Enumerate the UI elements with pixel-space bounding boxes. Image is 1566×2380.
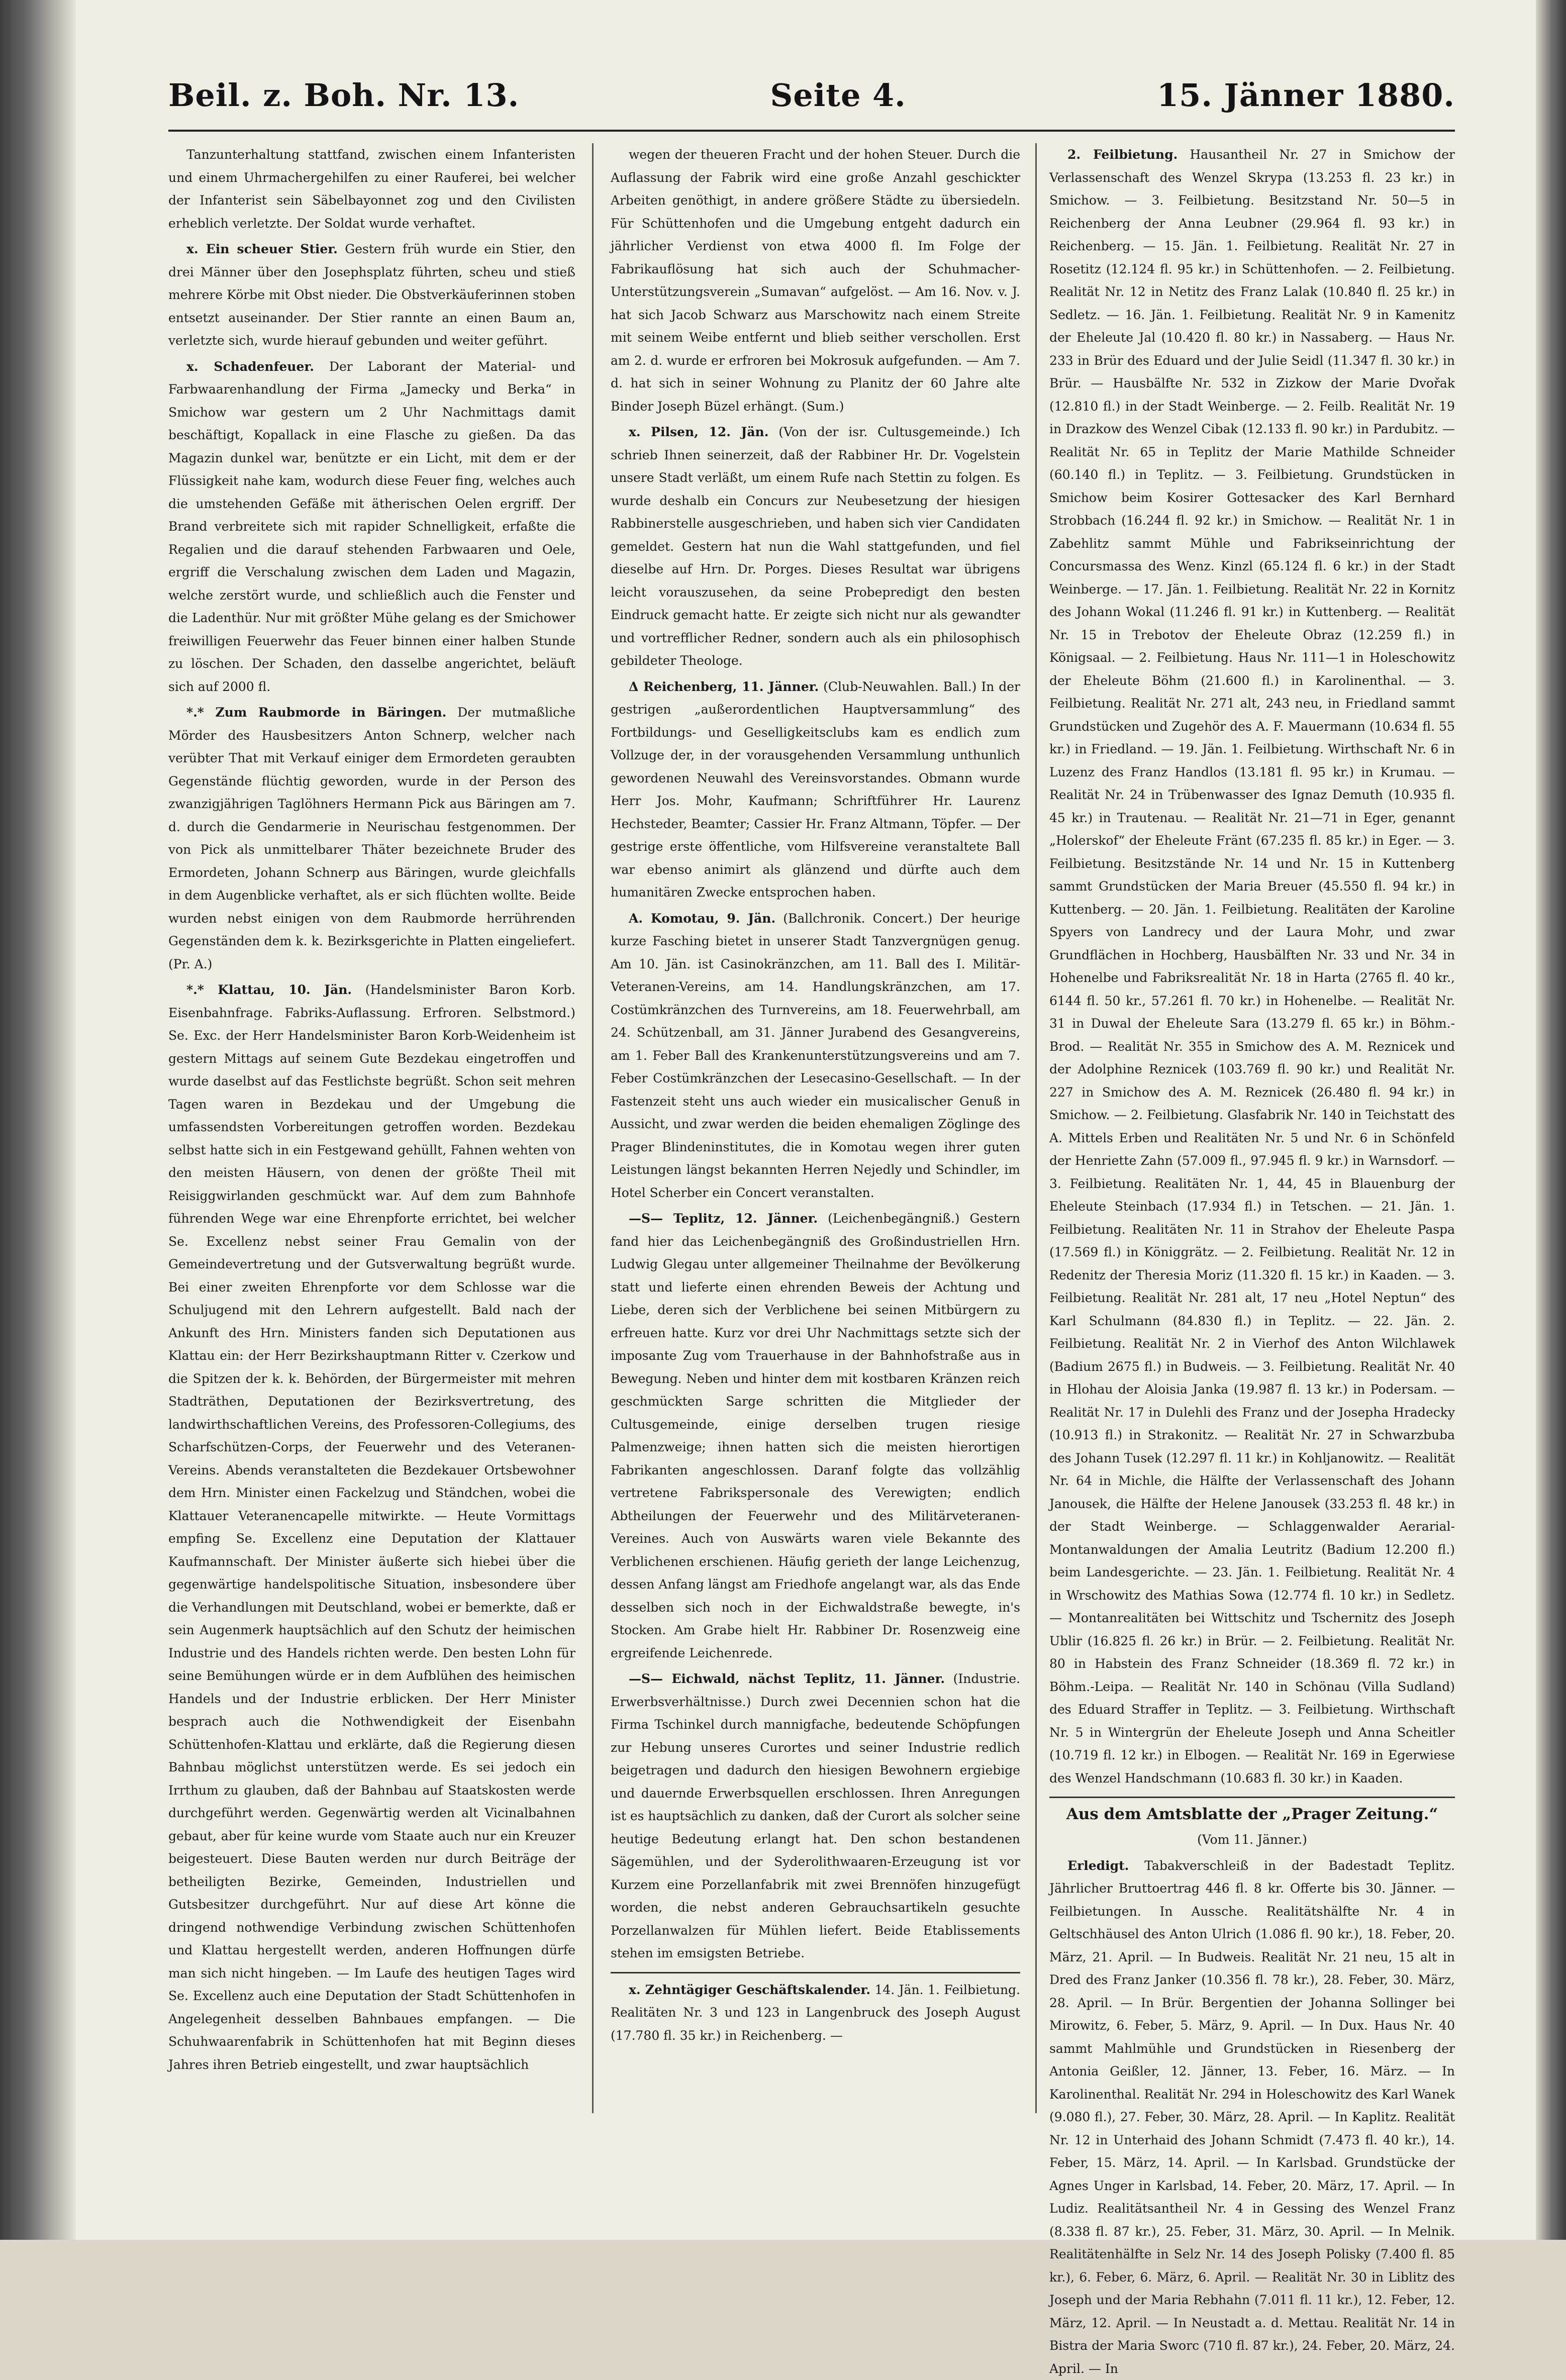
article-headline: Erledigt. [1067,1858,1129,1873]
header-supplement-number: Beil. z. Boh. Nr. 13. [168,78,519,113]
text-column-3 [1049,143,1455,2194]
article-headline: Δ Reichenberg, 11. Jänner. [629,679,819,694]
article-paragraph [1049,143,1455,1790]
section-title: Aus dem Amtsblatte der „Prager Zeitung.“ [1049,1803,1455,1825]
scan-edge-shadow [1536,0,1566,2240]
article-headline: 2. Feilbietung. [1067,147,1178,162]
article-paragraph [168,238,575,352]
article-text: Der Laborant der Material- und Farbwaarenhandlung der Firma „Jamecky und Berka“ in Smichow war gestern um 2 Uhr Nachmittags damit beschäftigt, Kopallack in eine Flasche zu gießen. Da das Magazin dunkel war, benützte er ein Licht, mit dem er der Flüssigkeit nahe kam, wodurch diese Feuer fing, welches auch die umstehenden Gefäße mit ätherischen Oelen ergriff. Der Brand verbreitete sich mit rapider Schnelligkeit, erfaßte die Regalien und die darauf stehenden Farbwaaren und Oele, ergriff die Verschalung zwischen dem Laden und Magazin, welche zerstört wurde, und schließlich auch die Fenster und die Ladenthür. Nur mit größter Mühe gelang es der Smichower freiwilligen Feuerwehr das Feuer binnen einer halben Stunde zu löschen. Der Schaden, den dasselbe angerichtet, beläuft sich auf 2000 fl. [168,359,575,694]
article-text: (Von der isr. Cultusgemeinde.) Ich schrieb Ihnen seinerzeit, daß der Rabbiner Hr. Dr. Vogelstein unsere Stadt verläßt, um einem Rufe nach Stettin zu folgen. Es wurde deshalb ein Concurs zur Neubesetzung der hiesigen Rabbinerstelle ausgeschrieben, und haben sich vier Candidaten gemeldet. Gestern hat nun die Wahl stattgefunden, und fiel dieselbe auf Hrn. Dr. Porges. Dieses Resultat war übrigens leicht vorauszusehen, da seine Probepredigt den besten Eindruck gemacht hatte. Er zeigte sich nicht nur als gewandter und vortrefflicher Redner, sondern auch als ein philosophisch gebildeter Theologe. [611,425,1020,668]
article-text: (Club-Neuwahlen. Ball.) In der gestrigen „außerordentlichen Hauptversammlung“ des Fortbildungs- und Geselligkeitsclubs kam es endlich zum Vollzuge der, in der vorausgehenden Versammlung unthunlich gewordenen Neuwahl des Vereinsvorstandes. Obmann wurde Herr Jos. Mohr, Kaufmann; Schriftführer Hr. Laurenz Hechsteder, Beamter; Cassier Hr. Franz Altmann, Töpfer. — Der gestrige erste öffentliche, vom Hilfsvereine veranstaltete Ball war ebenso animirt als glänzend und dürfte auch dem humanitären Zwecke entsprochen haben. [611,679,1020,900]
article-paragraph [168,978,575,2076]
article-text: (Leichenbegängniß.) Gestern fand hier das Leichenbegängniß des Großindustriellen Hrn. Ludwig Glegau unter allgemeiner Theilnahme der Bevölkerung statt und lieferte einen ehrenden Beweis der Achtung und Liebe, deren sich der Verblichene bei seinen Mitbürgern zu erfreuen hatte. Kurz vor drei Uhr Nachmittags setzte sich der imposante Zug vom Trauerhause in der Bahnhofstraße aus in Bewegung. Neben und hinter dem mit kostbaren Kränzen reich geschmückten Sarge schritten die Mitglieder der Cultusgemeinde, einige derselben trugen riesige Palmenzweige; ihnen hatten sich die meisten hierortigen Fabrikanten angeschlossen. Daranf folgte das vollzählig vertretene Fabrikspersonale des Verewigten; endlich Abtheilungen der Feuerwehr und des Militärveteranen-Vereines. Auch von Auswärts waren viele Bekannte des Verblichenen erschienen. Häufig gerieth der lange Leichenzug, dessen Anfang längst am Friedhofe angelangt war, als das Ende desselben sich noch in der Eichwaldstraße bewegte, in's Stocken. Am Grabe hielt Hr. Rabbiner Dr. Rosenzweig eine ergreifende Leichenrede. [611,1211,1020,1660]
article-text: Tabakverschleiß in der Badestadt Teplitz. Jährlicher Bruttoertrag 446 fl. 8 kr. Offerte bis 30. Jänner. — Feilbietungen. In Aussche. Realitätshälfte Nr. 4 in Geltschhäusel des Anton Ulrich (1.086 fl. 90 kr.), 18. Feber, 20. März, 21. April. — In Budweis. Realität Nr. 21 neu, 15 alt in Dred des Franz Janker (10.356 fl. 78 kr.), 28. Feber, 30. März, 28. April. — In Brür. Bergentien der Johanna Sollinger bei Mirowitz, 6. Feber, 5. März, 9. April. — In Dux. Haus Nr. 40 sammt Mahlmühle und Grundstücken in Riesenberg der Antonia Geißler, 12. Jänner, 13. Feber, 16. März. — In Karolinenthal. Realität Nr. 294 in Holeschowitz des Karl Wanek (9.080 fl.), 27. Feber, 30. März, 28. April. — In Kaplitz. Realität Nr. 12 in Unterhaid des Johann Schmidt (7.473 fl. 40 kr.), 14. Feber, 15. März, 14. April. — In Karlsbad. Grundstücke der Agnes Unger in Karlsbad, 14. Feber, 20. März, 17. April. — In Ludiz. Realitätsantheil Nr. 4 in Gessing des Wenzel Franz (8.338 fl. 87 kr.), 25. Feber, 31. März, 30. April. — In Melnik. Realitätenhälfte in Selz Nr. 14 des Joseph Polisky (7.400 fl. 85 kr.), 6. Feber, 6. März, 6. April. — Realität Nr. 30 in Liblitz des Joseph und der Maria Rebhahn (7.011 fl. 11 kr.), 12. Feber, 12. März, 12. April. — In Neustadt a. d. Mettau. Realität Nr. 14 in Bistra der Maria Sworc (710 fl. 87 kr.), 24. Feber, 20. März, 24. April. — In [1049,1858,1455,2376]
article-text: Der mutmaßliche Mörder des Hausbesitzers Anton Schnerp, welcher nach verübter That mit Verkauf einiger dem Ermordeten geraubten Gegenstände flüchtig geworden, wurde in der Person des zwanzigjährigen Taglöhners Hermann Pick aus Bäringen am 7. d. durch die Gendarmerie in Neurischau festgenommen. Der von Pick als unmittelbarer Thäter bezeichnete Bruder des Ermordeten, Johann Schnerp aus Bäringen, wurde gleichfalls in dem Augenblicke verhaftet, als er sich flüchten wollte. Beide wurden nebst einigen von dem Raubmorde herrührenden Gegenständen dem k. k. Bezirksgerichte in Platten eingeliefert. (Pr. A.) [168,705,575,971]
article-paragraph [1049,1854,1455,2380]
article-headline: *.* Klattau, 10. Jän. [186,982,352,997]
article-paragraph [611,1667,1020,1965]
article-paragraph [611,1978,1020,2047]
article-headline: —S— Teplitz, 12. Jänner. [629,1211,818,1226]
column-divider [592,143,594,2113]
header-date: 15. Jänner 1880. [1157,78,1455,113]
section-subtitle: (Vom 11. Jänner.) [1049,1828,1455,1851]
article-paragraph [168,355,575,699]
article-paragraph [611,907,1020,1205]
header-page-number: Seite 4. [770,78,906,113]
article-text: Gestern früh wurde ein Stier, den drei Männer über den Josephsplatz führten, scheu und stieß mehrere Körbe mit Obst nieder. Die Obstverkäuferinnen stoben entsetzt auseinander. Der Stier rannte an einen Baum an, verletzte sich, wurde hierauf gebunden und weiter geführt. [168,242,575,348]
article-text: (Industrie. Erwerbsverhältnisse.) Durch zwei Decennien schon hat die Firma Tschinkel durch mannigfache, bedeutende Schöpfungen zur Hebung unseres Curortes und seiner Industrie redlich beigetragen und dadurch den hiesigen Bewohnern ergiebige und dauernde Erwerbsquellen erschlossen. Ihren Anregungen ist es hauptsächlich zu danken, daß der Curort als solcher seine heutige Bedeutung erlangt hat. Den schon bestandenen Sägemühlen, und der Syderolithwaaren-Erzeugung ist vor Kurzem eine Porzellanfabrik mit zwei Brennöfen hinzugefügt worden, die nebst anderen Gebrauchsartikeln gesuchte Porzellanwalzen für Mühlen liefert. Beide Etablissements stehen im emsigsten Betriebe. [611,1671,1020,1960]
article-text: Hausantheil Nr. 27 in Smichow der Verlassenschaft des Wenzel Skrypa (13.253 fl. 23 kr.) in Smichow. — 3. Feilbietung. Besitzstand Nr. 50—5 in Reichenberg der Anna Leubner (29.964 fl. 93 kr.) in Reichenberg. — 15. Jän. 1. Feilbietung. Realität Nr. 27 in Rosetitz (12.124 fl. 95 kr.) in Schüttenhofen. — 2. Feilbietung. Realität Nr. 12 in Netitz des Franz Lalak (10.840 fl. 25 kr.) in Sedletz. — 16. Jän. 1. Feilbietung. Realität Nr. 9 in Kamenitz der Eheleute Jal (10.420 fl. 80 kr.) in Nassaberg. — Haus Nr. 233 in Brür des Eduard und der Julie Seidl (11.347 fl. 30 kr.) in Brür. — Hausbälfte Nr. 532 in Zizkow der Marie Dvořak (12.810 fl.) in der Stadt Weinberge. — 2. Feilb. Realität Nr. 19 in Drazkow des Wenzel Cibak (12.133 fl. 90 kr.) in Pardubitz. — Realität Nr. 65 in Teplitz der Marie Mathilde Schneider (60.140 fl.) in Teplitz. — 3. Feilbietung. Grundstücken in Smichow beim Kosirer Gottesacker des Karl Bernhard Strobbach (16.244 fl. 92 kr.) in Smichow. — Realität Nr. 1 in Zabehlitz sammt Mühle und Fabrikseinrichtung der Concursmassa des Wenz. Kinzl (65.124 fl. 6 kr.) in der Stadt Weinberge. — 17. Jän. 1. Feilbietung. Realität Nr. 22 in Kornitz des Johann Wokal (11.246 fl. 91 kr.) in Kuttenberg. — Realität Nr. 15 in Trebotov der Eheleute Obraz (12.259 fl.) in Königsaal. — 2. Feilbietung. Haus Nr. 111—1 in Holeschowitz der Eheleute Böhm (21.600 fl.) in Karolinenthal. — 3. Feilbietung. Realität Nr. 271 alt, 243 neu, in Friedland sammt Grundstücken und Zugehör des A. F. Mauermann (10.634 fl. 55 kr.) in Friedland. — 19. Jän. 1. Feilbietung. Wirthschaft Nr. 6 in Luzenz des Franz Handlos (13.181 fl. 95 kr.) in Krumau. — Realität Nr. 24 in Trübenwasser des Ignaz Demuth (10.935 fl. 45 kr.) in Trautenau. — Realität Nr. 21—71 in Eger, genannt „Holerskof“ der Eheleute Fränt (67.235 fl. 85 kr.) in Eger. — 3. Feilbietung. Besitzstände Nr. 14 und Nr. 15 in Kuttenberg sammt Grundstücken der Maria Breuer (45.550 fl. 94 kr.) in Kuttenberg. — 20. Jän. 1. Feilbietung. Realitäten der Karoline Spyers von Landrecy und der Laura Mohr, und zwar Grundflächen in Hochberg, Hausbälften Nr. 33 und Nr. 34 in Hohenelbe und Fabriksrealität Nr. 18 in Harta (2765 fl. 40 kr., 6144 fl. 50 kr., 57.261 fl. 70 kr.) in Hohenelbe. — Realität Nr. 31 in Duwal der Eheleute Sara (13.279 fl. 65 kr.) in Böhm.-Brod. — Realität Nr. 355 in Smichow des A. M. Reznicek und der Adolphine Reznicek (103.769 fl. 90 kr.) und Realität Nr. 227 in Smichow des A. M. Reznicek (26.480 fl. 94 kr.) in Smichow. — 2. Feilbietung. Glasfabrik Nr. 140 in Teichstatt des A. Mittels Erben und Realitäten Nr. 5 und Nr. 6 in Schönfeld der Henriette Zahn (57.009 fl., 97.945 fl. 9 kr.) in Warnsdorf. — 3. Feilbietung. Realitäten Nr. 1, 44, 45 in Blauenburg der Eheleute Steinbach (17.934 fl.) in Tetschen. — 21. Jän. 1. Feilbietung. Realitäten Nr. 11 in Strahov der Eheleute Paspa (17.569 fl.) in Königgrätz. — 2. Feilbietung. Realität Nr. 12 in Redenitz der Theresia Moriz (11.320 fl. 15 kr.) in Kaaden. — 3. Feilbietung. Realität Nr. 281 alt, 17 neu „Hotel Neptun“ des Karl Schulmann (84.830 fl.) in Teplitz. — 22. Jän. 2. Feilbietung. Realität Nr. 2 in Vierhof des Anton Wilchlawek (Badium 2675 fl.) in Budweis. — 3. Feilbietung. Realität Nr. 40 in Hlohau der Aloisia Janka (19.987 fl. 13 kr.) in Podersam. — Realität Nr. 17 in Dulehli des Franz und der Josepha Hradecky (10.913 fl.) in Strakonitz. — Realität Nr. 27 in Schwarzbuba des Johann Tusek (12.297 fl. 11 kr.) in Kohljanowitz. — Realität Nr. 64 in Michle, die Hälfte der Verlassenschaft des Johann Janousek, die Hälfte der Helene Janousek (33.253 fl. 48 kr.) in der Stadt Weinberge. — Schlaggenwalder Aerarial-Montanwaldungen der Amalia Leutritz (Badium 12.200 fl.) beim Landesgerichte. — 23. Jän. 1. Feilbietung. Realität Nr. 4 in Wrschowitz des Mathias Sowa (12.774 fl. 10 kr.) in Sedletz. — Montanrealitäten bei Wittschitz und Tschernitz des Joseph Ublir (16.825 fl. 26 kr.) in Brür. — 2. Feilbietung. Realität Nr. 80 in Habstein des Franz Schneider (18.369 fl. 72 kr.) in Böhm.-Leipa. — Realität Nr. 140 in Schönau (Villa Sudland) des Eduard Straffer in Teplitz. — 3. Feilbietung. Wirthschaft Nr. 5 in Wintergrün der Eheleute Joseph und Anna Scheitler (10.719 fl. 12 kr.) in Elbogen. — Realität Nr. 169 in Egerwiese des Wenzel Handschmann (10.683 fl. 30 kr.) in Kaaden. [1049,147,1455,1786]
article-paragraph [611,421,1020,672]
article-headline: x. Zehntägiger Geschäftskalender. [629,1982,870,1997]
article-headline: *.* Zum Raubmorde in Bäringen. [186,705,446,720]
article-paragraph [168,143,575,235]
article-text: Tanzunterhaltung stattfand, zwischen einem Infanteristen und einem Uhrmachergehilfen zu einer Rauferei, bei welcher der Infanterist sein Säbelbayonnet zog und den Civilisten erheblich verletzte. Der Soldat wurde verhaftet. [168,147,575,231]
section-rule [1049,1797,1455,1798]
article-text: 14. Jän. 1. Feilbietung. Realitäten Nr. 3 und 123 in Langenbruck des Joseph August (17.780 fl. 35 kr.) in Reichenberg. — [611,1982,1020,2043]
article-headline: x. Ein scheuer Stier. [186,242,338,256]
article-paragraph [611,675,1020,904]
scan-binding-shadow [0,0,75,2240]
article-headline: x. Pilsen, 12. Jän. [629,425,768,439]
article-headline: x. Schadenfeuer. [186,359,314,374]
article-text: wegen der theueren Fracht und der hohen Steuer. Durch die Auflassung der Fabrik wird eine große Anzahl geschickter Arbeiten genöthigt, in andere größere Städte zu übersiedeln. Für Schüttenhofen und die Umgebung entgeht dadurch ein jährlicher Verdienst von etwa 4000 fl. Im Folge der Fabrikauflösung hat sich auch der Schuhmacher-Unterstützungsverein „Sumavan“ aufgelöst. — Am 16. Nov. v. J. hat sich Jacob Schwarz aus Marschowitz nach einem Streite mit seinem Weibe entfernt und blieb seither verschollen. Erst am 2. d. wurde er erfroren bei Mokrosuk aufgefunden. — Am 7. d. hat sich in seiner Wohnung zu Planitz der 60 Jahre alte Binder Joseph Büzel erhängt. (Sum.) [611,147,1020,414]
article-text: (Handelsminister Baron Korb. Eisenbahnfrage. Fabriks-Auflassung. Erfroren. Selbstmord.) Se. Exc. der Herr Handelsminister Baron Korb-Weidenheim ist gestern Mittags auf seinem Gute Bezdekau eingetroffen und wurde daselbst auf das Festlichste begrüßt. Schon seit mehren Tagen waren in Bezdekau und der Umgebung die umfassendsten Vorbereitungen getroffen worden. Bezdekau selbst hatte sich in ein Festgewand gehüllt, Fahnen wehten von den meisten Häusern, von denen der größte Theil mit Reisiggwirlanden geschmückt war. Auf dem zum Bahnhofe führenden Wege war eine Ehrenpforte errichtet, bei welcher Se. Excellenz nebst seiner Frau Gemalin von der Gemeindevertretung und der Gutsverwaltung begrüßt wurde. Bei einer zweiten Ehrenpforte vor dem Schlosse war die Schuljugend mit den Lehrern aufgestellt. Bald nach der Ankunft des Hrn. Ministers fanden sich Deputationen aus Klattau ein: der Herr Bezirkshauptmann Ritter v. Czerkow und die Spitzen der k. k. Behörden, der Bürgermeister mit mehren Stadträthen, Deputationen der Bezirksvertretung, des landwirthschaftlichen Vereins, des Professoren-Collegiums, des Scharfschützen-Corps, der Feuerwehr und des Veteranen-Vereins. Abends veranstalteten die Bezdekauer Ortsbewohner dem Hrn. Minister einen Fackelzug und Ständchen, wobei die Klattauer Veteranencapelle mitwirkte. — Heute Vormittags empfing Se. Excellenz eine Deputation der Klattauer Kaufmannschaft. Der Minister äußerte sich hiebei über die gegenwärtige handelspolitische Situation, insbesondere über die Verhandlungen mit Deutschland, wobei er bemerkte, daß er sein Augenmerk hauptsächlich auf den Schutz der heimischen Industrie und des Handels richten werde. Den besten Lohn für seine Bemühungen würde er in dem Aufblühen des heimischen Handels und der Industrie erblicken. Der Herr Minister besprach auch die Nothwendigkeit der Eisenbahn Schüttenhofen-Klattau und erklärte, daß die Regierung diesen Bahnbau möglichst unterstützen werde. Es sei jedoch ein Irrthum zu glauben, daß der Bahnbau auf Staatskosten werde durchgeführt werden. Gegenwärtig werden alt Vicinalbahnen gebaut, aber für keine wurde vom Staate auch nur ein Kreuzer beigesteuert. Diese Bauten werden nur durch Beiträge der betheiligten Bezirke, Gemeinden, Industriellen und Gutsbesitzer durchgeführt. Nur auf diese Art könne die dringend nothwendige Verbindung zwischen Schüttenhofen und Klattau hergestellt werden, anderen Hoffnungen dürfe man sich nicht hingeben. — Im Laufe des heutigen Tages wird Se. Excellenz auch eine Deputation der Stadt Schüttenhofen in Angelegenheit desselben Bahnbaues empfangen. — Die Schuhwaarenfabrik in Schüttenhofen hat mit Beginn dieses Jahres ihren Betrieb eingestellt, und zwar hauptsächlich [168,982,575,2072]
article-paragraph [611,1207,1020,1664]
page-header [168,78,1455,138]
article-headline: —S— Eichwald, nächst Teplitz, 11. Jänner. [629,1671,945,1686]
header-rule [168,130,1455,132]
article-paragraph [611,143,1020,418]
column-divider [1035,143,1037,2113]
text-column-2 [611,143,1020,2194]
text-column-1 [168,143,575,2194]
article-headline: A. Komotau, 9. Jän. [629,911,775,926]
article-text: (Ballchronik. Concert.) Der heurige kurze Fasching bietet in unserer Stadt Tanzvergnügen genug. Am 10. Jän. ist Casinokränzchen, am 11. Ball des I. Militär-Veteranen-Vereins, am 14. Handlungskränzchen, am 17. Costümkränzchen des Turnvereins, am 18. Feuerwehrball, am 24. Schützenball, am 31. Jänner Jurabend des Gesangvereins, am 1. Feber Ball des Krankenunterstützungsvereins und am 7. Feber Costümkränzchen der Lesecasino-Gesellschaft. — In der Fastenzeit steht uns auch wieder ein musicalischer Genuß in Aussicht, und zwar werden die beiden ehemaligen Zöglinge des Prager Blindeninstitutes, die in Komotau wegen ihrer guten Leistungen längst bekannten Herren Nejedly und Schindler, im Hotel Scherber ein Concert veranstalten. [611,911,1020,1200]
article-paragraph [168,701,575,975]
section-rule [611,1972,1020,1973]
